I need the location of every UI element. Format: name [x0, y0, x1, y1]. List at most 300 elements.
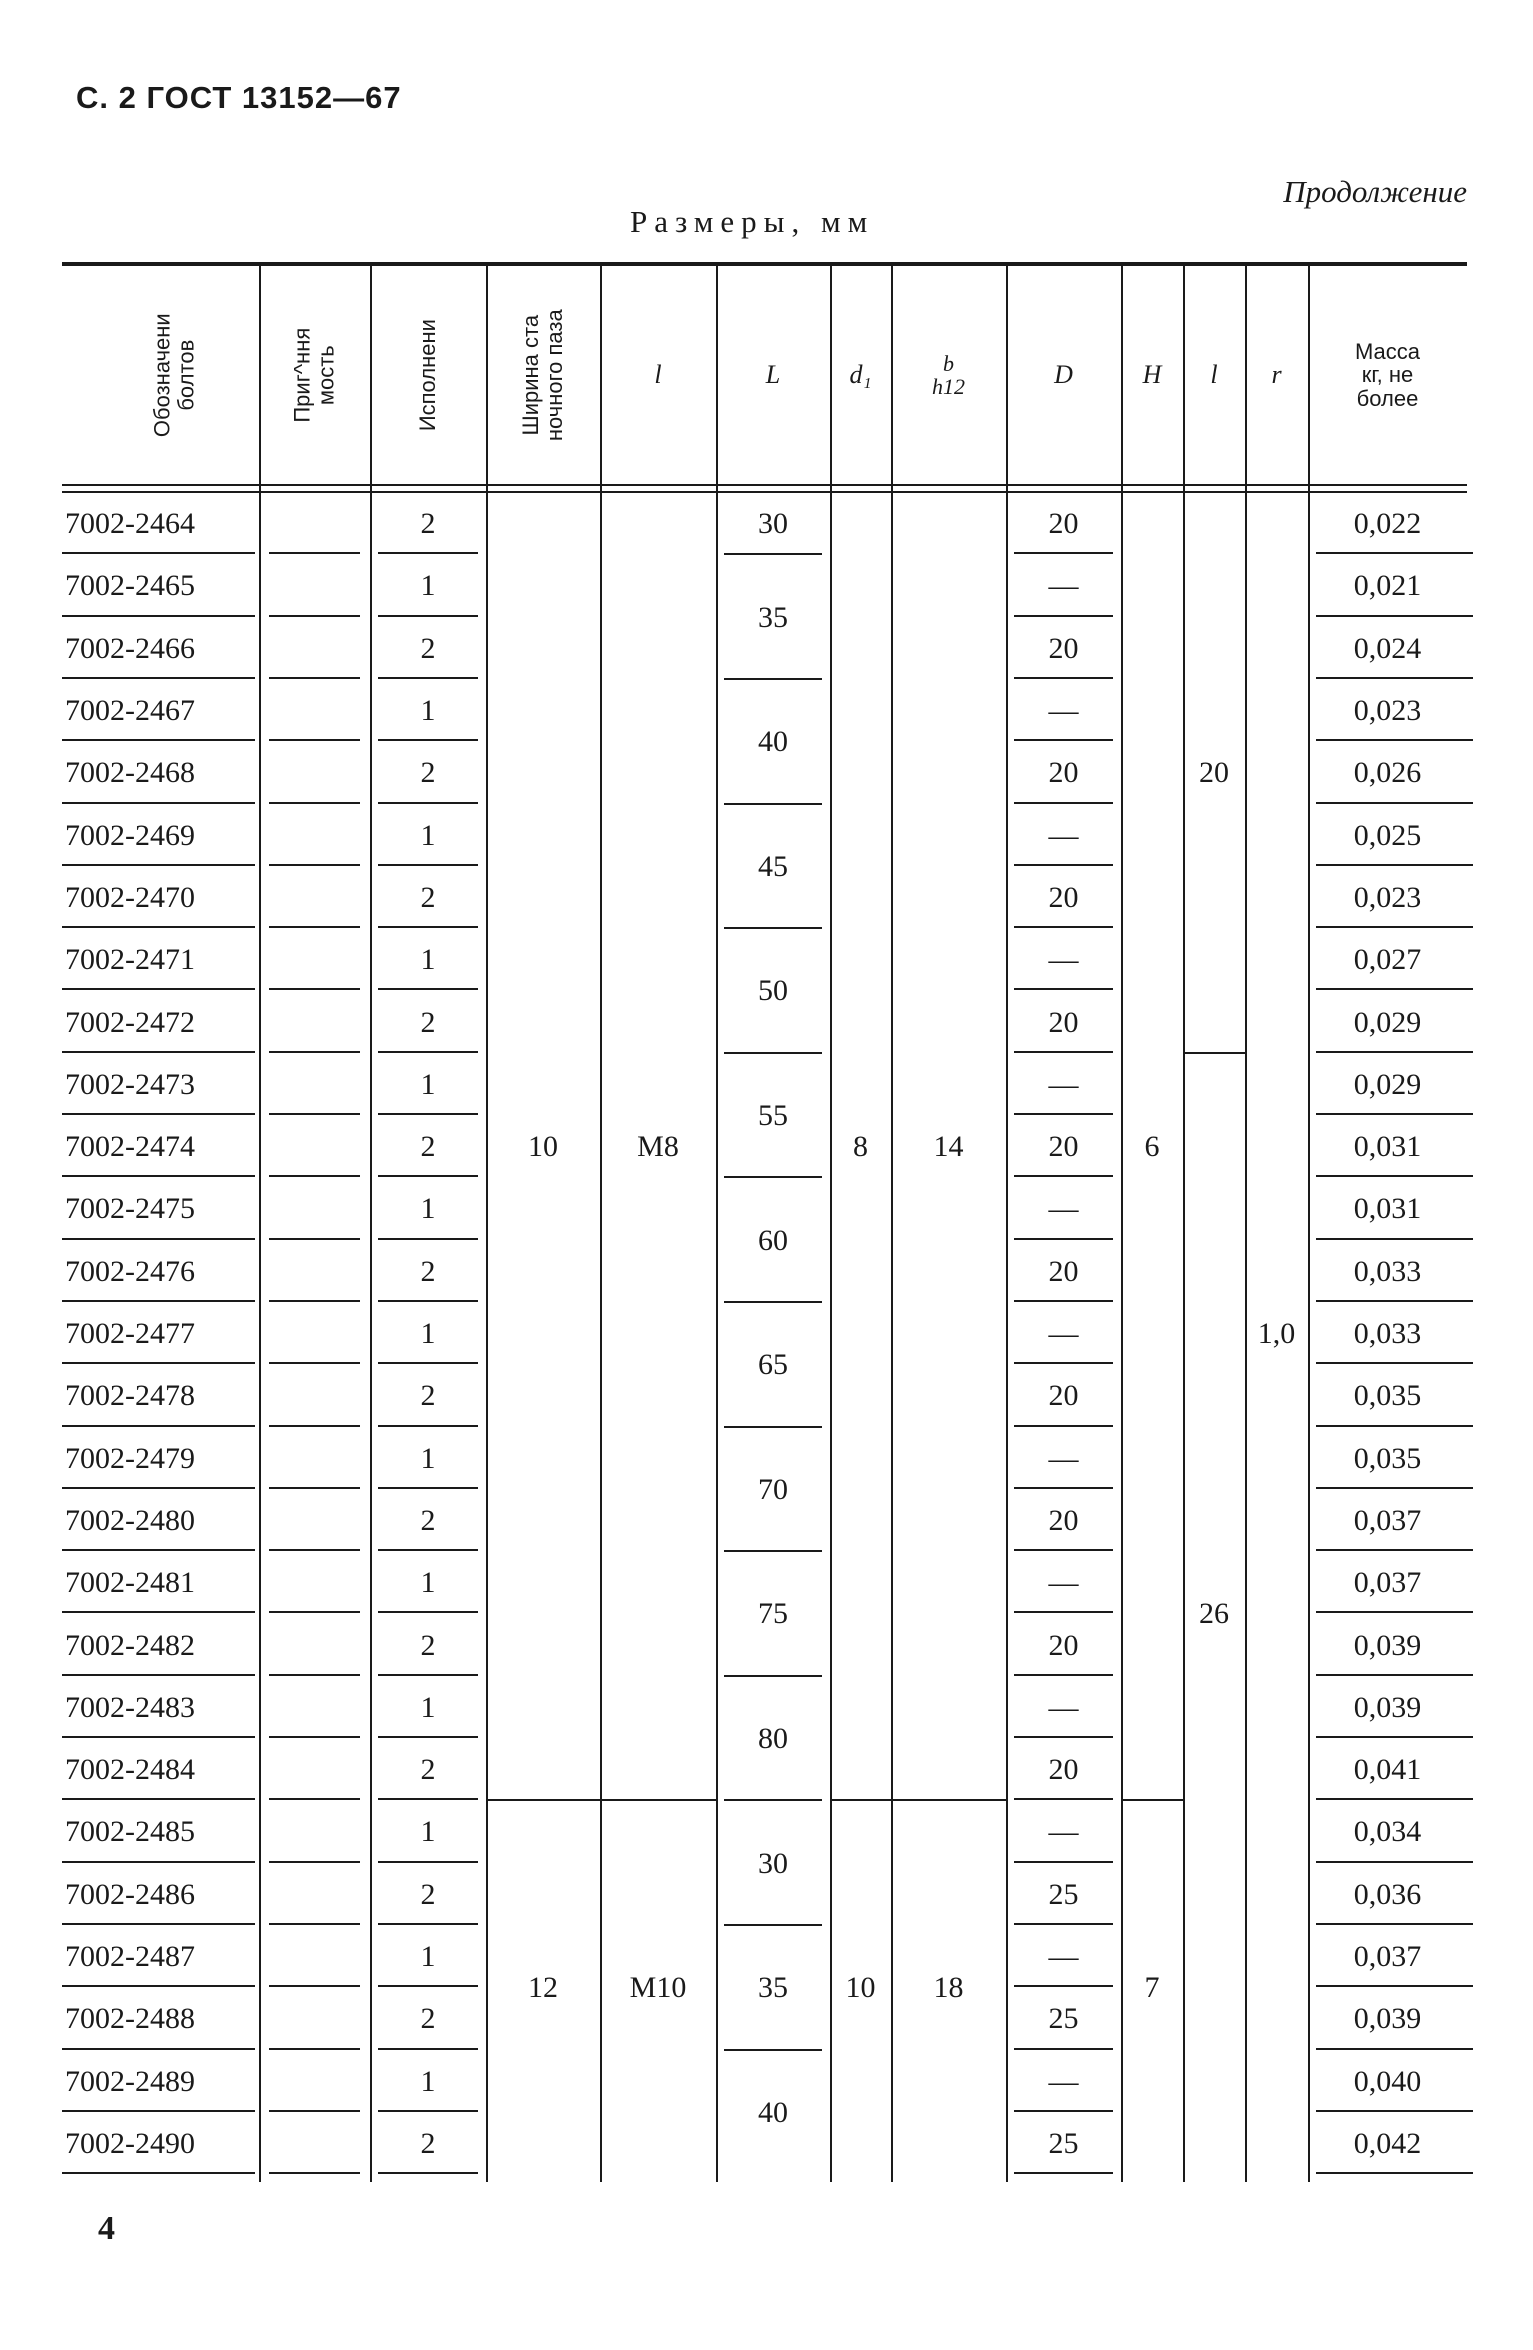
span-cell-l2: 20: [1199, 756, 1229, 790]
span-cell-L: 60: [758, 1223, 788, 1257]
span-cell-L: 50: [758, 974, 788, 1008]
designation-underline: [62, 1113, 255, 1115]
D-cell: 20: [1048, 507, 1079, 541]
applicability-blank: [269, 552, 360, 554]
span-cell-L: 75: [758, 1597, 788, 1631]
applicability-blank: [269, 926, 360, 928]
designation-cell: 7002-2481: [65, 1566, 195, 1600]
D-underline: [1014, 2110, 1113, 2112]
mass-cell: 0,039: [1353, 1690, 1422, 1724]
mass-cell: 0,026: [1353, 756, 1422, 790]
mass-cell: 0,031: [1353, 1192, 1422, 1226]
version-cell: 1: [420, 1566, 436, 1600]
span-divider-L: [724, 678, 822, 680]
designation-cell: 7002-2470: [65, 880, 195, 914]
version-cell: 2: [420, 1628, 436, 1662]
version-underline: [378, 1985, 478, 1987]
designation-underline: [62, 1487, 255, 1489]
version-underline: [378, 615, 478, 617]
span-divider-H: [1121, 1799, 1183, 1801]
designation-underline: [62, 677, 255, 679]
mass-cell: 0,037: [1353, 1503, 1422, 1537]
mass-cell: 0,029: [1353, 1067, 1422, 1101]
designation-underline: [62, 1238, 255, 1240]
mass-cell: 0,037: [1353, 1566, 1422, 1600]
mass-underline: [1316, 926, 1473, 928]
mass-cell: 0,035: [1353, 1379, 1422, 1413]
bolt-table: [65, 252, 1467, 2186]
designation-cell: 7002-2478: [65, 1379, 195, 1413]
span-divider-L: [724, 927, 822, 929]
version-cell: 2: [420, 507, 436, 541]
column-header-l: l: [654, 360, 662, 390]
version-cell: 1: [420, 1067, 436, 1101]
applicability-blank: [269, 1362, 360, 1364]
column-header-slot_width: [486, 268, 600, 482]
D-underline: [1014, 677, 1113, 679]
D-cell: 25: [1048, 2126, 1079, 2160]
mass-underline: [1316, 2110, 1473, 2112]
mass-cell: 0,034: [1353, 1815, 1422, 1849]
version-cell: 2: [420, 1254, 436, 1288]
version-underline: [378, 1113, 478, 1115]
D-cell: —: [1048, 943, 1079, 977]
mass-cell: 0,022: [1353, 507, 1422, 541]
D-cell: 25: [1048, 1877, 1079, 1911]
mass-underline: [1316, 1923, 1473, 1925]
mass-underline: [1316, 1425, 1473, 1427]
D-underline: [1014, 2172, 1113, 2174]
designation-cell: 7002-2464: [65, 507, 195, 541]
designation-underline: [62, 615, 255, 617]
applicability-blank: [269, 615, 360, 617]
span-divider-b: [891, 1799, 1006, 1801]
designation-underline: [62, 1425, 255, 1427]
designation-underline: [62, 2110, 255, 2112]
designation-underline: [62, 2048, 255, 2050]
mass-cell: 0,040: [1353, 2064, 1422, 2098]
dimensions-caption: Размеры, мм: [630, 204, 875, 239]
mass-cell: 0,025: [1353, 818, 1422, 852]
span-cell-L: 35: [758, 1971, 788, 2005]
header-bottom-rule-2: [62, 491, 1467, 493]
D-underline: [1014, 1798, 1113, 1800]
mass-cell: 0,042: [1353, 2126, 1422, 2160]
version-cell: 1: [420, 569, 436, 603]
designation-cell: 7002-2474: [65, 1130, 195, 1164]
span-cell-slot_width: 12: [528, 1971, 558, 2005]
D-cell: —: [1048, 1940, 1079, 1974]
D-cell: —: [1048, 1441, 1079, 1475]
applicability-blank: [269, 739, 360, 741]
D-underline: [1014, 1674, 1113, 1676]
applicability-blank: [269, 1051, 360, 1053]
span-cell-r: 1,0: [1257, 1317, 1296, 1351]
designation-underline: [62, 1923, 255, 1925]
D-cell: —: [1048, 1690, 1079, 1724]
applicability-blank: [269, 1923, 360, 1925]
D-cell: 20: [1048, 1379, 1079, 1413]
span-cell-d1: 10: [845, 1971, 876, 2005]
applicability-blank: [269, 1549, 360, 1551]
D-underline: [1014, 1861, 1113, 1863]
mass-cell: 0,027: [1353, 943, 1422, 977]
designation-cell: 7002-2483: [65, 1690, 195, 1724]
D-cell: 20: [1048, 1503, 1079, 1537]
version-underline: [378, 1549, 478, 1551]
span-divider-L: [724, 1675, 822, 1677]
mass-cell: 0,023: [1353, 694, 1422, 728]
version-cell: 2: [420, 1877, 436, 1911]
applicability-blank: [269, 1611, 360, 1613]
D-underline: [1014, 1113, 1113, 1115]
span-divider-d1: [830, 1799, 891, 1801]
D-underline: [1014, 1736, 1113, 1738]
D-cell: 20: [1048, 1005, 1079, 1039]
designation-cell: 7002-2487: [65, 1940, 195, 1974]
version-underline: [378, 1300, 478, 1302]
D-underline: [1014, 1362, 1113, 1364]
designation-cell: 7002-2465: [65, 569, 195, 603]
applicability-blank: [269, 2110, 360, 2112]
designation-underline: [62, 1611, 255, 1613]
mass-cell: 0,035: [1353, 1441, 1422, 1475]
designation-cell: 7002-2477: [65, 1317, 195, 1351]
version-underline: [378, 739, 478, 741]
D-cell: —: [1048, 1317, 1079, 1351]
column-header-D: D: [1054, 360, 1073, 390]
span-divider-L: [724, 1550, 822, 1552]
mass-underline: [1316, 1362, 1473, 1364]
version-underline: [378, 2048, 478, 2050]
mass-cell: 0,021: [1353, 569, 1422, 603]
continuation-label: Продолжение: [1283, 174, 1467, 209]
mass-underline: [1316, 1051, 1473, 1053]
span-cell-L: 40: [758, 725, 788, 759]
designation-cell: 7002-2488: [65, 2002, 195, 2036]
version-underline: [378, 988, 478, 990]
version-underline: [378, 864, 478, 866]
D-underline: [1014, 615, 1113, 617]
mass-cell: 0,031: [1353, 1130, 1422, 1164]
D-underline: [1014, 1238, 1113, 1240]
version-underline: [378, 1736, 478, 1738]
designation-cell: 7002-2475: [65, 1192, 195, 1226]
version-cell: 1: [420, 694, 436, 728]
D-cell: —: [1048, 694, 1079, 728]
column-header-r: r: [1271, 360, 1282, 390]
mass-underline: [1316, 1674, 1473, 1676]
applicability-blank: [269, 1985, 360, 1987]
version-underline: [378, 1051, 478, 1053]
D-underline: [1014, 1923, 1113, 1925]
span-cell-b: 18: [933, 1971, 964, 2005]
version-underline: [378, 802, 478, 804]
span-divider-l2: [1183, 1052, 1245, 1054]
span-divider-L: [724, 1924, 822, 1926]
column-header-label: Ширина ста ночного паза: [517, 309, 567, 441]
designation-cell: 7002-2489: [65, 2064, 195, 2098]
designation-cell: 7002-2468: [65, 756, 195, 790]
span-cell-L: 40: [758, 2095, 788, 2129]
applicability-blank: [269, 1238, 360, 1240]
page-number: 4: [98, 2210, 115, 2247]
version-underline: [378, 2172, 478, 2174]
designation-cell: 7002-2484: [65, 1753, 195, 1787]
version-cell: 2: [420, 756, 436, 790]
designation-cell: 7002-2473: [65, 1067, 195, 1101]
span-cell-L: 30: [758, 507, 788, 541]
designation-underline: [62, 926, 255, 928]
D-cell: —: [1048, 1067, 1079, 1101]
page-reference: С. 2 ГОСТ 13152—67: [76, 80, 402, 115]
span-divider-L: [724, 803, 822, 805]
version-cell: 2: [420, 631, 436, 665]
designation-underline: [62, 1362, 255, 1364]
mass-underline: [1316, 802, 1473, 804]
mass-cell: 0,039: [1353, 1628, 1422, 1662]
mass-underline: [1316, 1549, 1473, 1551]
designation-cell: 7002-2467: [65, 694, 195, 728]
mass-underline: [1316, 1985, 1473, 1987]
column-header-L: L: [765, 360, 781, 390]
version-cell: 2: [420, 2126, 436, 2160]
D-cell: —: [1048, 569, 1079, 603]
version-cell: 1: [420, 2064, 436, 2098]
mass-underline: [1316, 1861, 1473, 1863]
span-cell-L: 45: [758, 849, 788, 883]
mass-cell: 0,029: [1353, 1005, 1422, 1039]
mass-underline: [1316, 677, 1473, 679]
version-cell: 1: [420, 1441, 436, 1475]
column-header-label: Приг^ння мость: [289, 327, 339, 423]
span-cell-L: 55: [758, 1098, 788, 1132]
version-cell: 2: [420, 1379, 436, 1413]
mass-underline: [1316, 1300, 1473, 1302]
designation-underline: [62, 1549, 255, 1551]
designation-underline: [62, 864, 255, 866]
D-cell: 20: [1048, 631, 1079, 665]
mass-underline: [1316, 1113, 1473, 1115]
mass-underline: [1316, 1611, 1473, 1613]
applicability-blank: [269, 1798, 360, 1800]
designation-cell: 7002-2479: [65, 1441, 195, 1475]
column-header-applicability: [259, 268, 370, 482]
version-cell: 1: [420, 943, 436, 977]
column-header-label: Исполнени: [414, 318, 440, 432]
span-divider-L: [724, 1426, 822, 1428]
version-cell: 2: [420, 2002, 436, 2036]
version-cell: 1: [420, 1940, 436, 1974]
designation-underline: [62, 802, 255, 804]
header-top-rule: [62, 262, 1467, 266]
version-cell: 1: [420, 1192, 436, 1226]
version-underline: [378, 1238, 478, 1240]
span-cell-H: 7: [1144, 1971, 1160, 2005]
column-header-b: b h12: [932, 350, 965, 399]
designation-cell: 7002-2490: [65, 2126, 195, 2160]
D-underline: [1014, 1611, 1113, 1613]
D-underline: [1014, 1425, 1113, 1427]
mass-underline: [1316, 1736, 1473, 1738]
column-header-d1: d₁: [849, 360, 872, 390]
version-underline: [378, 926, 478, 928]
applicability-blank: [269, 988, 360, 990]
version-underline: [378, 1923, 478, 1925]
span-divider-L: [724, 1301, 822, 1303]
mass-cell: 0,033: [1353, 1317, 1422, 1351]
column-header-H: H: [1142, 360, 1162, 390]
D-cell: —: [1048, 2064, 1079, 2098]
version-cell: 1: [420, 1690, 436, 1724]
span-cell-L: 65: [758, 1348, 788, 1382]
mass-underline: [1316, 988, 1473, 990]
version-cell: 2: [420, 1753, 436, 1787]
version-cell: 2: [420, 1503, 436, 1537]
applicability-blank: [269, 2172, 360, 2174]
version-underline: [378, 1425, 478, 1427]
column-header-designation: [90, 268, 259, 482]
version-underline: [378, 1175, 478, 1177]
designation-underline: [62, 1051, 255, 1053]
span-divider-L: [724, 553, 822, 555]
designation-underline: [62, 1861, 255, 1863]
designation-cell: 7002-2485: [65, 1815, 195, 1849]
designation-underline: [62, 1798, 255, 1800]
D-cell: 20: [1048, 756, 1079, 790]
D-underline: [1014, 1549, 1113, 1551]
designation-cell: 7002-2480: [65, 1503, 195, 1537]
mass-underline: [1316, 1487, 1473, 1489]
applicability-blank: [269, 1487, 360, 1489]
version-underline: [378, 1611, 478, 1613]
applicability-blank: [269, 1736, 360, 1738]
span-cell-slot_width: 10: [528, 1130, 558, 1164]
mass-cell: 0,024: [1353, 631, 1422, 665]
span-cell-H: 6: [1144, 1130, 1160, 1164]
version-underline: [378, 1487, 478, 1489]
D-underline: [1014, 1985, 1113, 1987]
designation-underline: [62, 739, 255, 741]
D-cell: —: [1048, 1192, 1079, 1226]
designation-underline: [62, 1985, 255, 1987]
mass-underline: [1316, 2172, 1473, 2174]
D-cell: 25: [1048, 2002, 1079, 2036]
column-header-l2: l: [1210, 360, 1218, 390]
applicability-blank: [269, 802, 360, 804]
designation-underline: [62, 1175, 255, 1177]
D-underline: [1014, 1300, 1113, 1302]
D-underline: [1014, 1487, 1113, 1489]
D-cell: 20: [1048, 1254, 1079, 1288]
column-divider: [259, 266, 261, 2182]
D-underline: [1014, 988, 1113, 990]
mass-cell: 0,041: [1353, 1753, 1422, 1787]
version-cell: 1: [420, 1317, 436, 1351]
version-cell: 2: [420, 1005, 436, 1039]
mass-underline: [1316, 739, 1473, 741]
span-cell-l2: 26: [1199, 1597, 1229, 1631]
span-divider-slot_width: [486, 1799, 600, 1801]
designation-cell: 7002-2486: [65, 1877, 195, 1911]
version-underline: [378, 677, 478, 679]
span-cell-L: 35: [758, 600, 788, 634]
column-header-version: [370, 268, 486, 482]
designation-cell: 7002-2466: [65, 631, 195, 665]
span-divider-L: [724, 1799, 822, 1801]
applicability-blank: [269, 1113, 360, 1115]
designation-cell: 7002-2482: [65, 1628, 195, 1662]
mass-cell: 0,023: [1353, 880, 1422, 914]
mass-cell: 0,039: [1353, 2002, 1422, 2036]
applicability-blank: [269, 1300, 360, 1302]
span-cell-L: 80: [758, 1721, 788, 1755]
mass-underline: [1316, 1238, 1473, 1240]
mass-underline: [1316, 615, 1473, 617]
span-divider-l: [600, 1799, 716, 1801]
mass-underline: [1316, 864, 1473, 866]
designation-underline: [62, 1674, 255, 1676]
version-underline: [378, 1362, 478, 1364]
span-divider-L: [724, 2049, 822, 2051]
D-underline: [1014, 1175, 1113, 1177]
mass-underline: [1316, 2048, 1473, 2050]
designation-underline: [62, 988, 255, 990]
D-underline: [1014, 926, 1113, 928]
D-cell: —: [1048, 1566, 1079, 1600]
designation-cell: 7002-2476: [65, 1254, 195, 1288]
version-cell: 2: [420, 880, 436, 914]
D-cell: 20: [1048, 1628, 1079, 1662]
span-cell-l: M10: [629, 1971, 687, 2005]
span-cell-L: 30: [758, 1846, 788, 1880]
column-header-mass: Масса кг, не более: [1354, 339, 1421, 411]
D-underline: [1014, 552, 1113, 554]
span-cell-L: 70: [758, 1472, 788, 1506]
D-cell: 20: [1048, 1130, 1079, 1164]
D-cell: —: [1048, 818, 1079, 852]
version-underline: [378, 1674, 478, 1676]
applicability-blank: [269, 677, 360, 679]
designation-underline: [62, 552, 255, 554]
designation-underline: [62, 2172, 255, 2174]
designation-underline: [62, 1736, 255, 1738]
designation-cell: 7002-2471: [65, 943, 195, 977]
version-cell: 1: [420, 818, 436, 852]
version-cell: 1: [420, 1815, 436, 1849]
designation-underline: [62, 1300, 255, 1302]
D-cell: 20: [1048, 880, 1079, 914]
applicability-blank: [269, 1425, 360, 1427]
mass-cell: 0,037: [1353, 1940, 1422, 1974]
mass-cell: 0,033: [1353, 1254, 1422, 1288]
applicability-blank: [269, 1674, 360, 1676]
column-header-label: Обозначени болтов: [149, 313, 199, 437]
D-underline: [1014, 864, 1113, 866]
designation-cell: 7002-2469: [65, 818, 195, 852]
applicability-blank: [269, 1175, 360, 1177]
version-cell: 2: [420, 1130, 436, 1164]
D-cell: 20: [1048, 1753, 1079, 1787]
mass-underline: [1316, 552, 1473, 554]
span-cell-l: M8: [637, 1130, 679, 1164]
version-underline: [378, 1798, 478, 1800]
mass-cell: 0,036: [1353, 1877, 1422, 1911]
header-bottom-rule: [62, 484, 1467, 486]
version-underline: [378, 552, 478, 554]
designation-cell: 7002-2472: [65, 1005, 195, 1039]
D-underline: [1014, 802, 1113, 804]
